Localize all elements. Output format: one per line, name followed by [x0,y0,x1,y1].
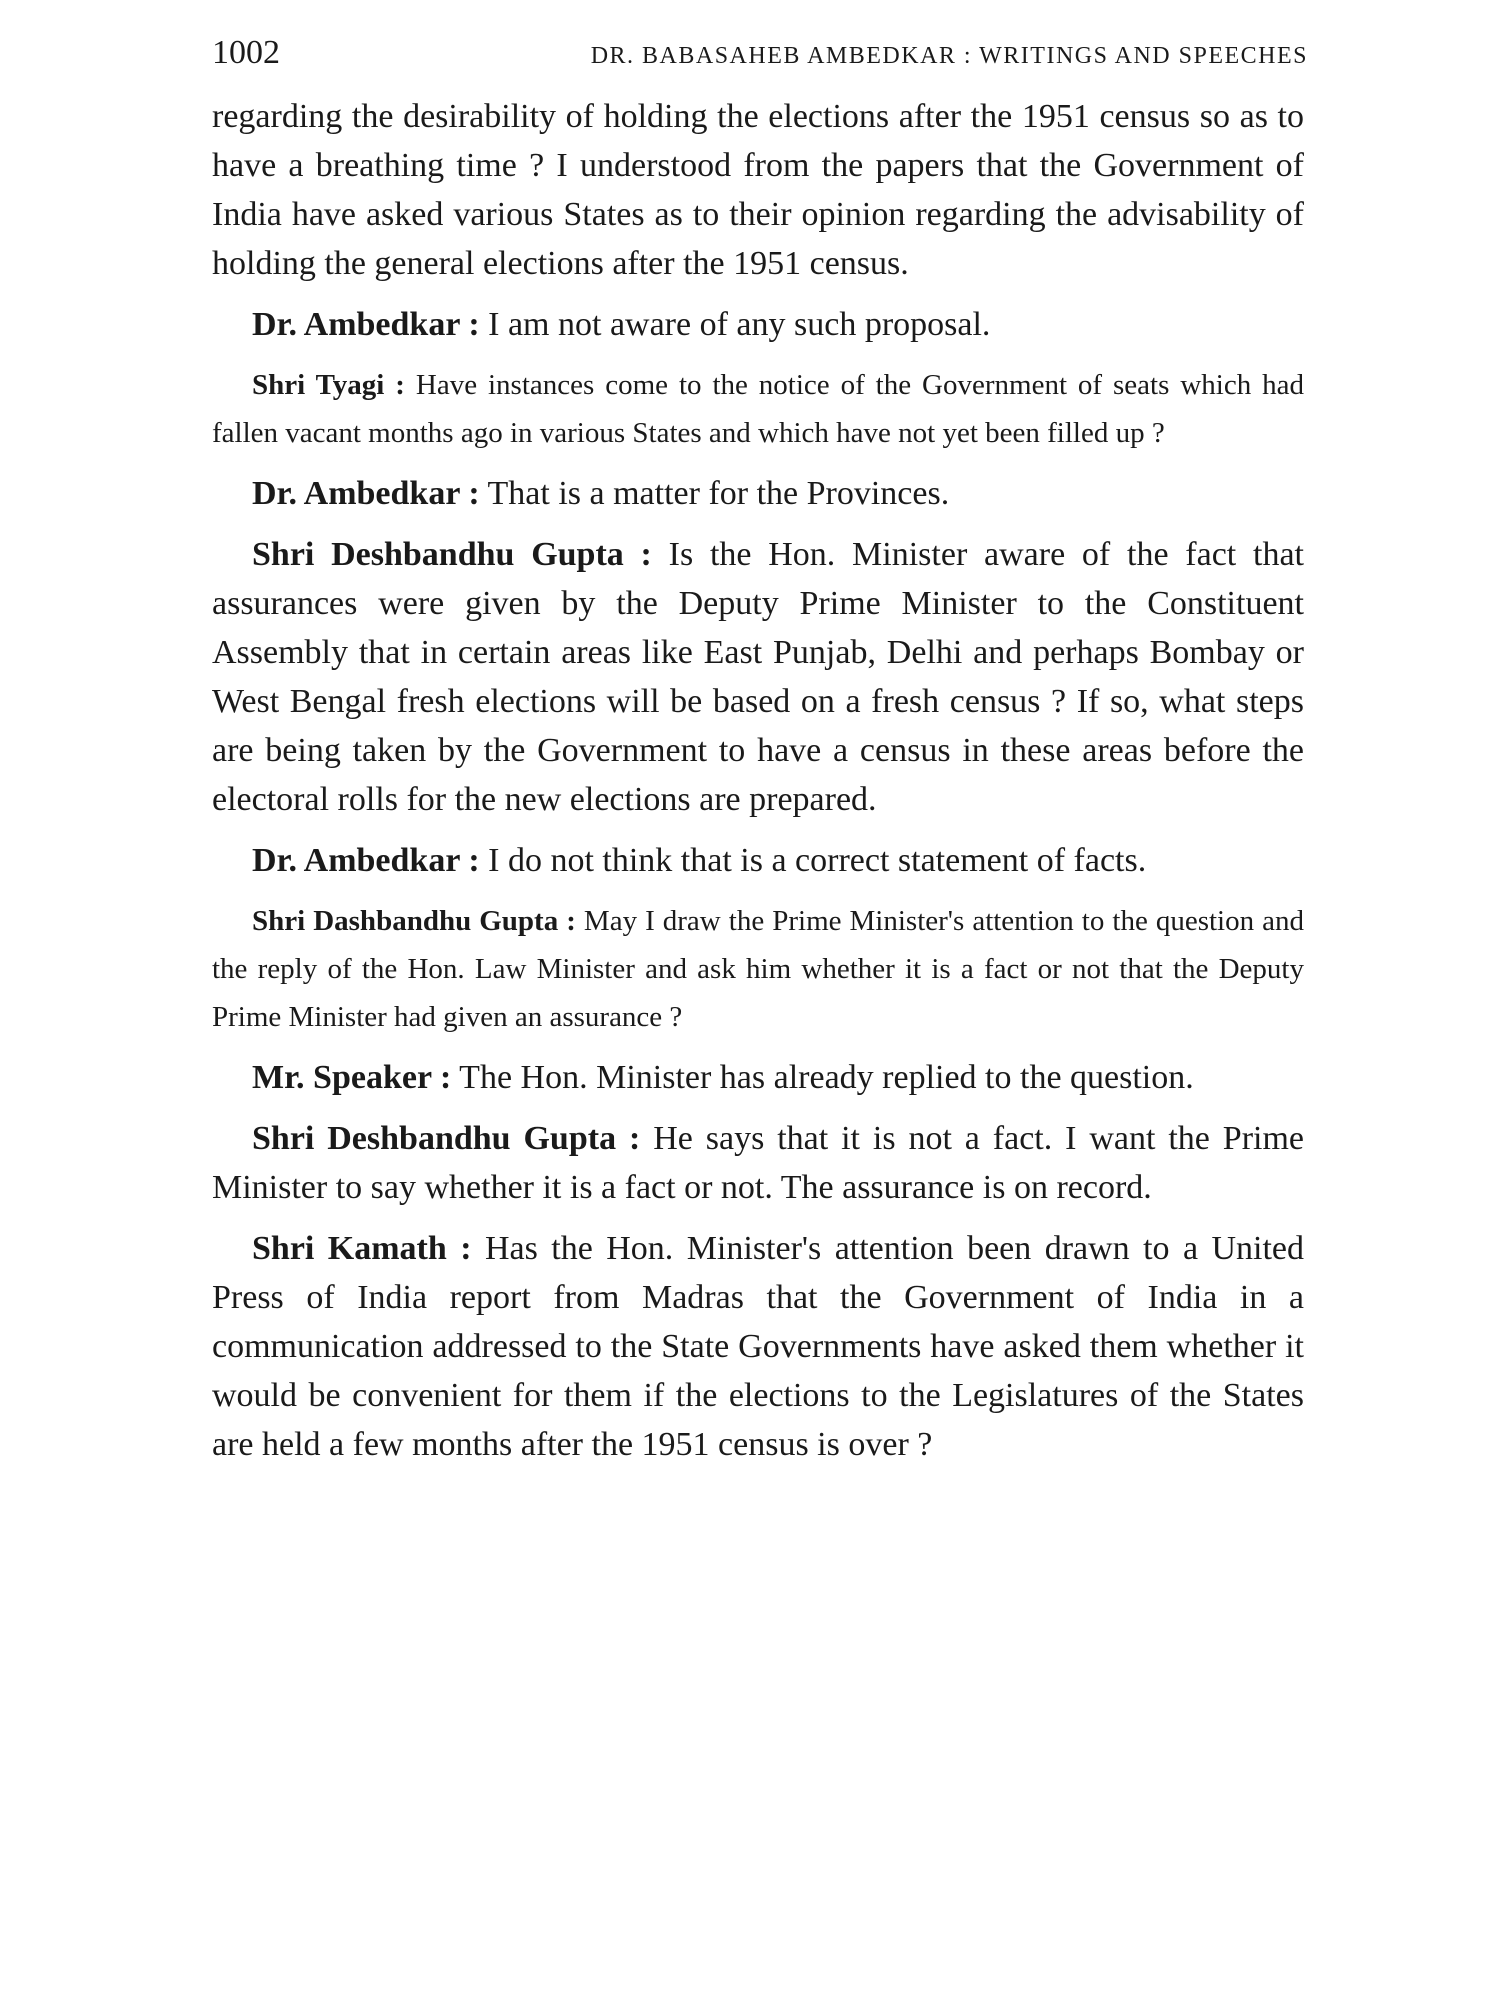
paragraph-continuation [212,92,1304,288]
speaker-name: Shri Tyagi : [252,369,405,401]
paragraph-text: Has the Hon. Minister's attention been drawn to a United Press of India report from Madras that the Government of India in a communication addressed to the State Governments have asked them whether it would be convenient for them if the elections to the Legislatures of the States are held a few months after the 1951 census is over ? [212,1230,1305,1463]
paragraph-gupta-question-3 [212,1114,1304,1212]
paragraph-kamath-question [212,1224,1304,1469]
paragraph-ambedkar-reply-3 [212,836,1304,885]
paragraph-text: I do not think that is a correct statement of facts. [488,842,1147,879]
paragraph-gupta-question-2 [212,897,1304,1041]
speaker-name: Shri Deshbandhu Gupta : [252,1120,641,1157]
speaker-name: Dr. Ambedkar : [252,842,480,879]
page-number: 1002 [212,34,280,71]
paragraph-ambedkar-reply-1 [212,300,1304,349]
paragraph-text: That is a matter for the Provinces. [487,475,950,512]
paragraph-text: The Hon. Minister has already replied to the question. [459,1059,1194,1096]
running-head [212,34,1308,84]
paragraph-text: I am not aware of any such proposal. [488,306,991,343]
speaker-name: Shri Deshbandhu Gupta : [252,536,652,573]
paragraph-text: He says that it is not a fact. I want the Prime Minister to say whether it is a fact or not. The assurance is on record. [212,1120,1304,1206]
paragraph-tyagi-question [212,361,1304,457]
paragraph-speaker-ruling [212,1053,1304,1102]
speaker-name: Shri Dashbandhu Gupta : [252,905,576,937]
speaker-name: Shri Kamath : [252,1230,472,1267]
paragraph-text: regarding the desirability of holding the elections after the 1951 census so as to have a breathing time ? I understood from the papers that the Government of India have asked various States as to their opinion regarding the advisability of holding the general elections after the 1951 census. [212,98,1304,282]
paragraph-text: Is the Hon. Minister aware of the fact that assurances were given by the Deputy Prime Minister to the Constituent Assembly that in certain areas like East Punjab, Delhi and perhaps Bombay or West Bengal fresh elections will be based on a fresh census ? If so, what steps are being taken by the Government to have a census in these areas before the electoral rolls for the new elections are prepared. [212,536,1304,818]
running-head-title: DR. BABASAHEB AMBEDKAR : WRITINGS AND SPEECHES [590,43,1308,69]
book-page [212,34,1308,1481]
paragraph-text: May I draw the Prime Minister's attention to the question and the reply of the Hon. Law Minister and ask him whether it is a fact or not that the Deputy Prime Minister had given an assurance ? [212,905,1305,1033]
speaker-name: Dr. Ambedkar : [252,475,480,512]
paragraph-ambedkar-reply-2 [212,469,1304,518]
paragraph-gupta-question-1 [212,530,1304,824]
speaker-name: Mr. Speaker : [252,1059,452,1096]
paragraph-text: Have instances come to the notice of the Government of seats which had fallen vacant months ago in various States and which have not yet been filled up ? [212,369,1304,449]
speaker-name: Dr. Ambedkar : [252,306,480,343]
